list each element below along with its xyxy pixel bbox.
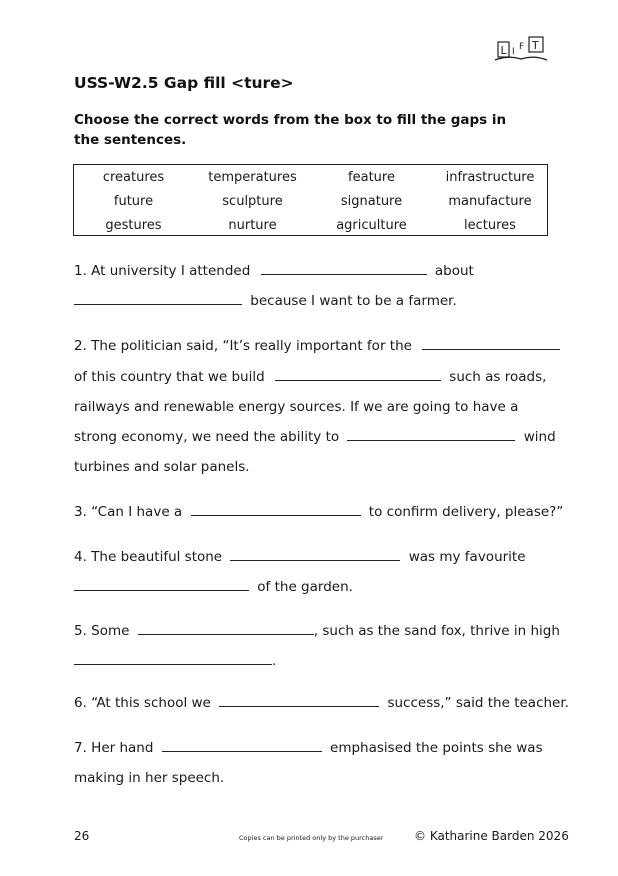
word-box-item: infrastructure (445, 170, 535, 185)
gap-blank[interactable] (74, 648, 272, 665)
question-7-line-1: 7. Her hand emphasised the points she was (74, 733, 543, 763)
svg-text:T: T (532, 39, 539, 52)
word-box-item: signature (340, 194, 403, 209)
question-5-line-1: 5. Some , such as the sand fox, thrive in high (74, 616, 560, 646)
gap-blank[interactable] (74, 288, 242, 305)
question-7-line-2: making in her speech. (74, 770, 225, 786)
word-box-item: lectures (464, 218, 516, 233)
question-1-line-2: because I want to be a farmer. (74, 286, 457, 316)
question-6-line-1: 6. “At this school we success,” said the teacher. (74, 688, 569, 718)
question-2-line-5: turbines and solar panels. (74, 459, 250, 475)
copyright: © Katharine Barden 2026 (414, 829, 569, 843)
question-2-line-4: strong economy, we need the ability to wind (74, 422, 556, 452)
word-box-item: creatures (102, 170, 165, 185)
word-box-item: gestures (105, 218, 162, 233)
lift-logo (492, 34, 550, 64)
word-box-item: feature (348, 170, 395, 185)
svg-text:L: L (500, 44, 507, 57)
question-4-line-1: 4. The beautiful stone was my favourite (74, 542, 526, 572)
question-2-line-2: of this country that we build such as roads, (74, 362, 546, 392)
word-box (73, 164, 548, 236)
word-box-item: manufacture (448, 194, 532, 209)
word-box-item: sculpture (222, 194, 283, 209)
question-2-line-1: 2. The politician said, “It’s really important for the (74, 331, 560, 361)
gap-blank[interactable] (422, 333, 560, 350)
question-4-line-2: of the garden. (74, 572, 353, 602)
word-box-item: future (113, 194, 154, 209)
question-3-line-1: 3. “Can I have a to confirm delivery, please?” (74, 497, 563, 527)
page-title: USS-W2.5 Gap fill <ture> (74, 74, 294, 92)
word-box-item: nurture (228, 218, 277, 233)
svg-text:F: F (519, 42, 525, 52)
gap-blank[interactable] (261, 258, 427, 275)
gap-blank[interactable] (162, 735, 322, 752)
page-number: 26 (74, 829, 90, 843)
instructions: Choose the correct words from the box to fill the gaps in the sentences. (74, 112, 507, 148)
gap-blank[interactable] (275, 364, 441, 381)
copy-notice: Copies can be printed only by the purchaser (239, 834, 384, 842)
gap-blank[interactable] (230, 544, 400, 561)
gap-blank[interactable] (191, 499, 361, 516)
gap-blank[interactable] (74, 574, 249, 591)
question-5-line-2: . (74, 646, 276, 676)
gap-blank[interactable] (219, 690, 379, 707)
word-box-item: temperatures (208, 170, 297, 185)
question-1-line-1: 1. At university I attended about (74, 256, 474, 286)
svg-text:I: I (512, 47, 515, 57)
word-box-item: agriculture (336, 218, 407, 233)
gap-blank[interactable] (138, 618, 314, 635)
question-2-line-3: railways and renewable energy sources. If we are going to have a (74, 399, 519, 415)
gap-blank[interactable] (347, 424, 515, 441)
